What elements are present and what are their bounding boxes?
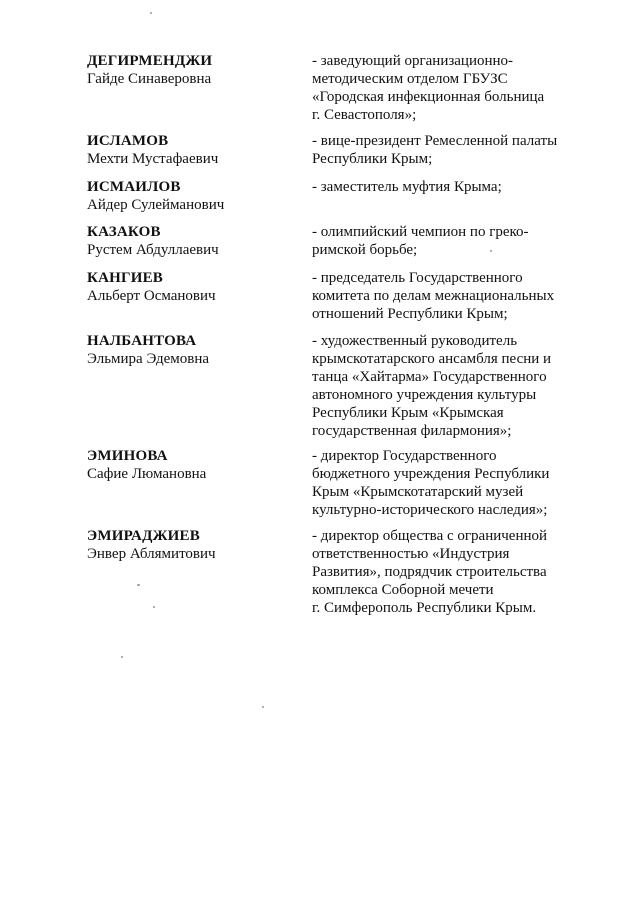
role-line: методическим отделом ГБУЗС — [312, 71, 508, 87]
member-given-name: Рустем Абдуллаевич — [87, 242, 219, 258]
role-line: комитета по делам межнациональных — [312, 288, 555, 304]
role-line: культурно-исторического наследия»; — [312, 502, 548, 518]
member-role — [312, 52, 587, 124]
member-surname: ЭМИНОВА — [87, 448, 168, 464]
role-line: «Городская инфекционная больница — [312, 89, 545, 105]
role-line: - директор Государственного — [312, 448, 497, 464]
member-given-name: Сафие Люмановна — [87, 466, 207, 482]
member-name — [87, 527, 307, 563]
member-given-name: Энвер Аблямитович — [87, 546, 216, 562]
role-line: государственная филармония»; — [312, 423, 512, 439]
role-line: - заведующий организационно- — [312, 53, 514, 69]
member-name — [87, 332, 307, 368]
role-line: комплекса Соборной мечети — [312, 582, 494, 598]
member-role — [312, 332, 587, 440]
member-surname: КАНГИЕВ — [87, 270, 163, 286]
member-given-name: Альберт Османович — [87, 288, 216, 304]
role-line: Развития», подрядчик строительства — [312, 564, 547, 580]
member-name — [87, 223, 307, 259]
role-line: отношений Республики Крым; — [312, 306, 508, 322]
member-name — [87, 447, 307, 483]
member-role — [312, 132, 587, 168]
scan-speck — [490, 250, 492, 252]
role-line: г. Симферополь Республики Крым. — [312, 600, 537, 616]
role-line: бюджетного учреждения Республики — [312, 466, 550, 482]
scan-speck — [262, 706, 264, 708]
role-line: - заместитель муфтия Крыма; — [312, 179, 502, 195]
role-line: - вице-президент Ремесленной палаты — [312, 133, 558, 149]
member-surname: ДЕГИРМЕНДЖИ — [87, 53, 213, 69]
member-name — [87, 52, 307, 88]
member-surname: ИСМАИЛОВ — [87, 179, 181, 195]
member-surname: ИСЛАМОВ — [87, 133, 169, 149]
role-line: крымскотатарского ансамбля песни и — [312, 351, 552, 367]
member-surname: ЭМИРАДЖИЕВ — [87, 528, 200, 544]
role-line: - художественный руководитель — [312, 333, 518, 349]
role-line: Республики Крым «Крымская — [312, 405, 504, 421]
member-surname: КАЗАКОВ — [87, 224, 161, 240]
member-name — [87, 178, 307, 214]
member-given-name: Гайде Синаверовна — [87, 71, 212, 87]
role-line: - председатель Государственного — [312, 270, 523, 286]
member-name — [87, 269, 307, 305]
scan-speck — [121, 656, 123, 658]
member-role — [312, 527, 587, 617]
member-role — [312, 269, 587, 323]
role-line: Крым «Крымскотатарский музей — [312, 484, 524, 500]
member-role — [312, 223, 587, 259]
role-line: танца «Хайтарма» Государственного — [312, 369, 547, 385]
member-role — [312, 178, 587, 196]
role-line: ответственностью «Индустрия — [312, 546, 510, 562]
scan-speck — [150, 12, 152, 14]
member-surname: НАЛБАНТОВА — [87, 333, 197, 349]
role-line: автономного учреждения культуры — [312, 387, 537, 403]
role-line: Республики Крым; — [312, 151, 433, 167]
scan-speck — [153, 606, 155, 608]
member-given-name: Айдер Сулейманович — [87, 197, 225, 213]
role-line: - директор общества с ограниченной — [312, 528, 548, 544]
member-given-name: Мехти Мустафаевич — [87, 151, 219, 167]
role-line: - олимпийский чемпион по греко- — [312, 224, 529, 240]
role-line: г. Севастополя»; — [312, 107, 417, 123]
role-line: римской борьбе; — [312, 242, 418, 258]
scan-speck — [137, 584, 140, 586]
member-given-name: Эльмира Эдемовна — [87, 351, 210, 367]
member-role — [312, 447, 587, 519]
member-name — [87, 132, 307, 168]
